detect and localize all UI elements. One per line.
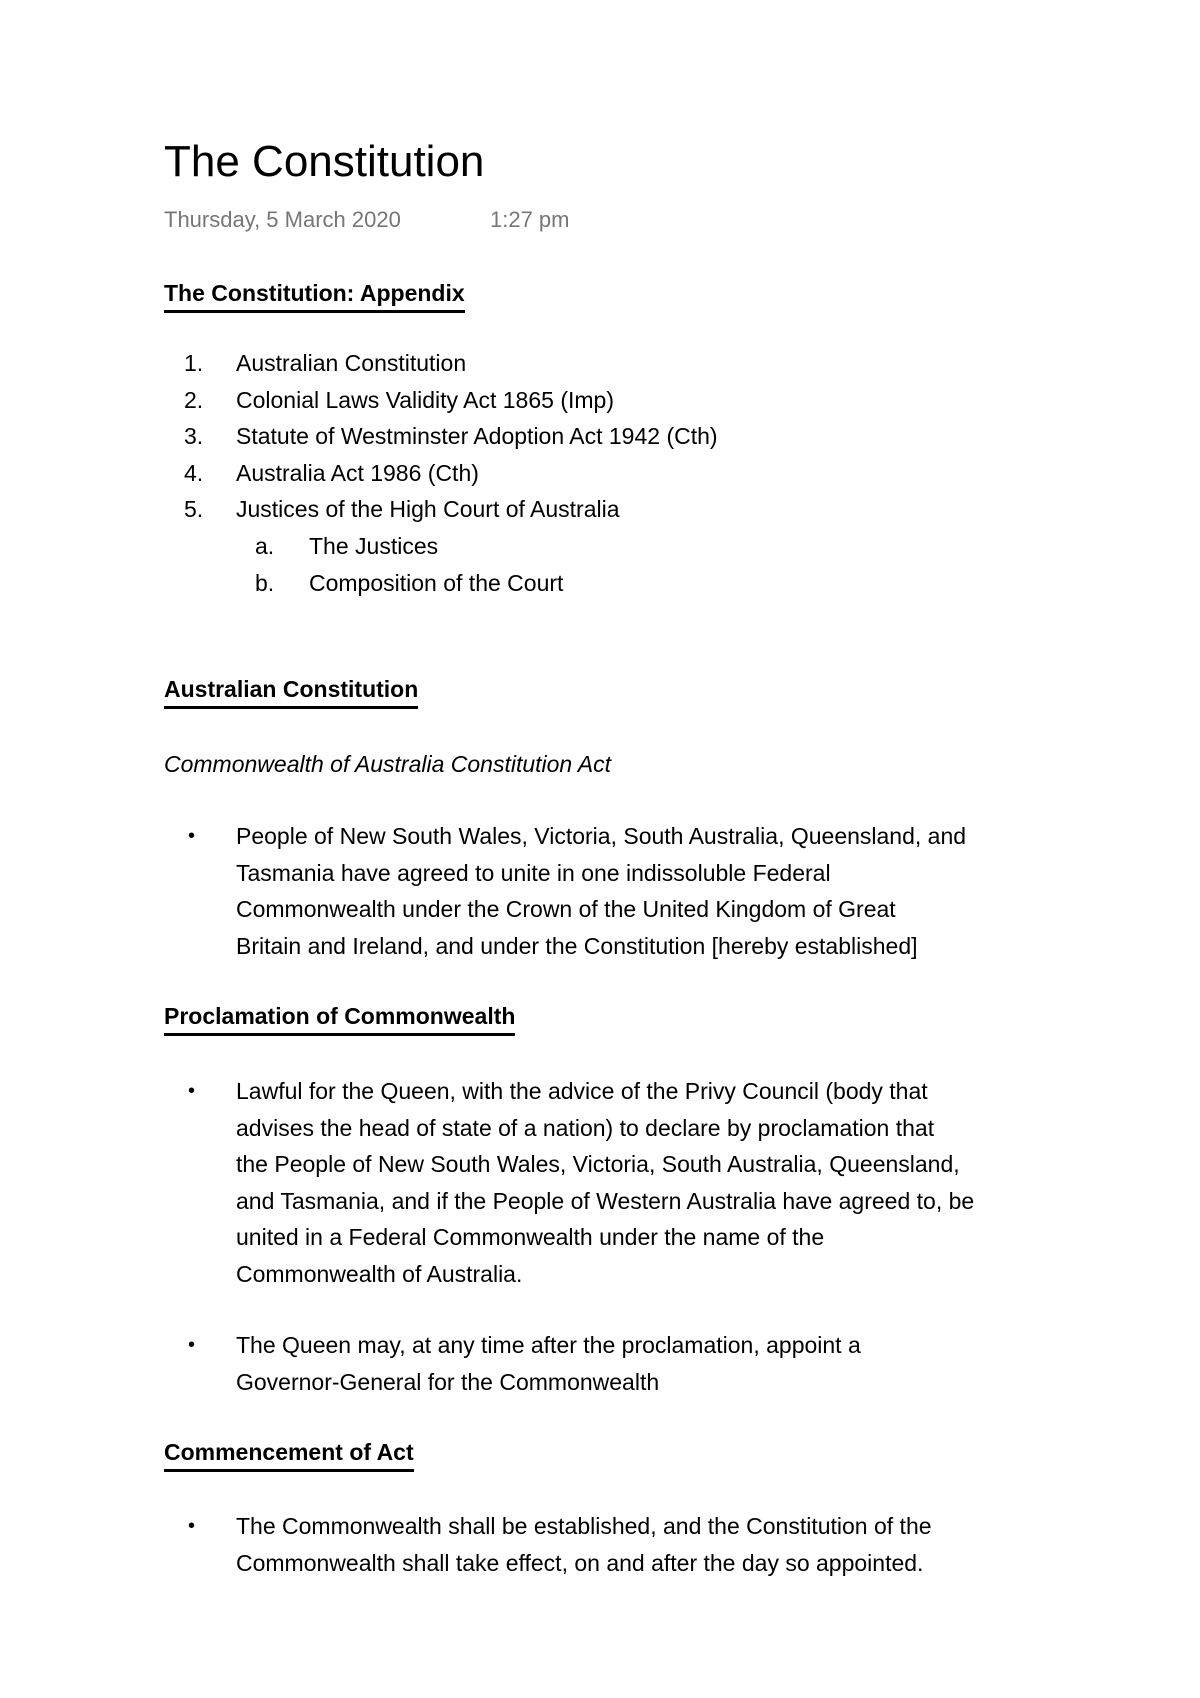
- bullet-line: Tasmania have agreed to unite in one indissoluble Federal: [236, 859, 831, 886]
- bullet-line: Commonwealth shall take effect, on and after the day so appointed.: [236, 1549, 924, 1576]
- bullet-line: Governor-General for the Commonwealth: [236, 1368, 660, 1395]
- list-item-text: Australian Constitution: [236, 350, 467, 376]
- proclamation-heading: Proclamation of Commonwealth: [164, 1000, 515, 1036]
- list-item-text: Statute of Westminster Adoption Act 1942 (Cth): [236, 423, 718, 450]
- list-marker: 4.: [184, 459, 204, 486]
- bullet-line: Commonwealth under the Crown of the United Kingdom of Great: [236, 896, 896, 923]
- australian-constitution-heading: Australian Constitution: [164, 673, 418, 709]
- page-date: Thursday, 5 March 2020: [164, 207, 401, 232]
- appendix-list: [184, 345, 718, 528]
- page-date-time: [164, 204, 570, 236]
- bullet-line: the People of New South Wales, Victoria, South Australia, Queensland,: [236, 1151, 960, 1178]
- page-time: 1:27 pm: [490, 207, 570, 232]
- bullet-item: [188, 1327, 1136, 1400]
- appendix-sublist: [255, 528, 564, 601]
- bullet-item: [188, 1508, 1136, 1581]
- bullet-line: Commonwealth of Australia.: [236, 1260, 523, 1287]
- list-item-text: The Justices: [309, 533, 439, 559]
- bullet-icon: •: [188, 1334, 196, 1356]
- commencement-heading: Commencement of Act: [164, 1436, 414, 1472]
- bullet-line: The Queen may, at any time after the proclamation, appoint a: [236, 1332, 861, 1358]
- bullet-icon: •: [188, 1080, 196, 1102]
- bullet-item: [188, 818, 1136, 964]
- list-marker: 1.: [184, 350, 204, 376]
- list-item-text: Composition of the Court: [309, 569, 564, 596]
- list-marker: 3.: [184, 423, 204, 450]
- bullet-line: People of New South Wales, Victoria, South Australia, Queensland, and: [236, 823, 967, 849]
- list-item: [255, 565, 564, 602]
- list-item: [184, 382, 718, 419]
- list-item: [184, 345, 718, 382]
- bullet-line: united in a Federal Commonwealth under the name of the: [236, 1224, 825, 1251]
- list-item: [255, 528, 563, 565]
- list-marker: a.: [255, 533, 275, 559]
- list-item-text: Australia Act 1986 (Cth): [236, 459, 479, 486]
- list-marker: 5.: [184, 496, 204, 523]
- act-subtitle: Commonwealth of Australia Constitution Act: [164, 751, 611, 777]
- bullet-item: [188, 1073, 1136, 1293]
- bullet-icon: •: [188, 825, 196, 847]
- bullet-line: advises the head of state of a nation) to declare by proclamation that: [236, 1114, 935, 1141]
- list-item: [184, 418, 718, 455]
- list-item: [184, 455, 718, 492]
- bullet-line: and Tasmania, and if the People of Western Australia have agreed to, be: [236, 1187, 975, 1214]
- bullet-icon: •: [188, 1515, 196, 1537]
- list-item: [184, 491, 718, 528]
- list-item-text: Colonial Laws Validity Act 1865 (Imp): [236, 386, 614, 413]
- bullet-line: The Commonwealth shall be established, and the Constitution of the: [236, 1513, 932, 1539]
- list-marker: b.: [255, 569, 275, 596]
- list-item-text: Justices of the High Court of Australia: [236, 496, 620, 523]
- list-marker: 2.: [184, 386, 204, 413]
- page-title: The Constitution: [164, 137, 485, 186]
- appendix-heading: The Constitution: Appendix: [164, 277, 465, 313]
- bullet-line: Britain and Ireland, and under the Constitution [hereby established]: [236, 932, 918, 959]
- bullet-line: Lawful for the Queen, with the advice of the Privy Council (body that: [236, 1078, 928, 1104]
